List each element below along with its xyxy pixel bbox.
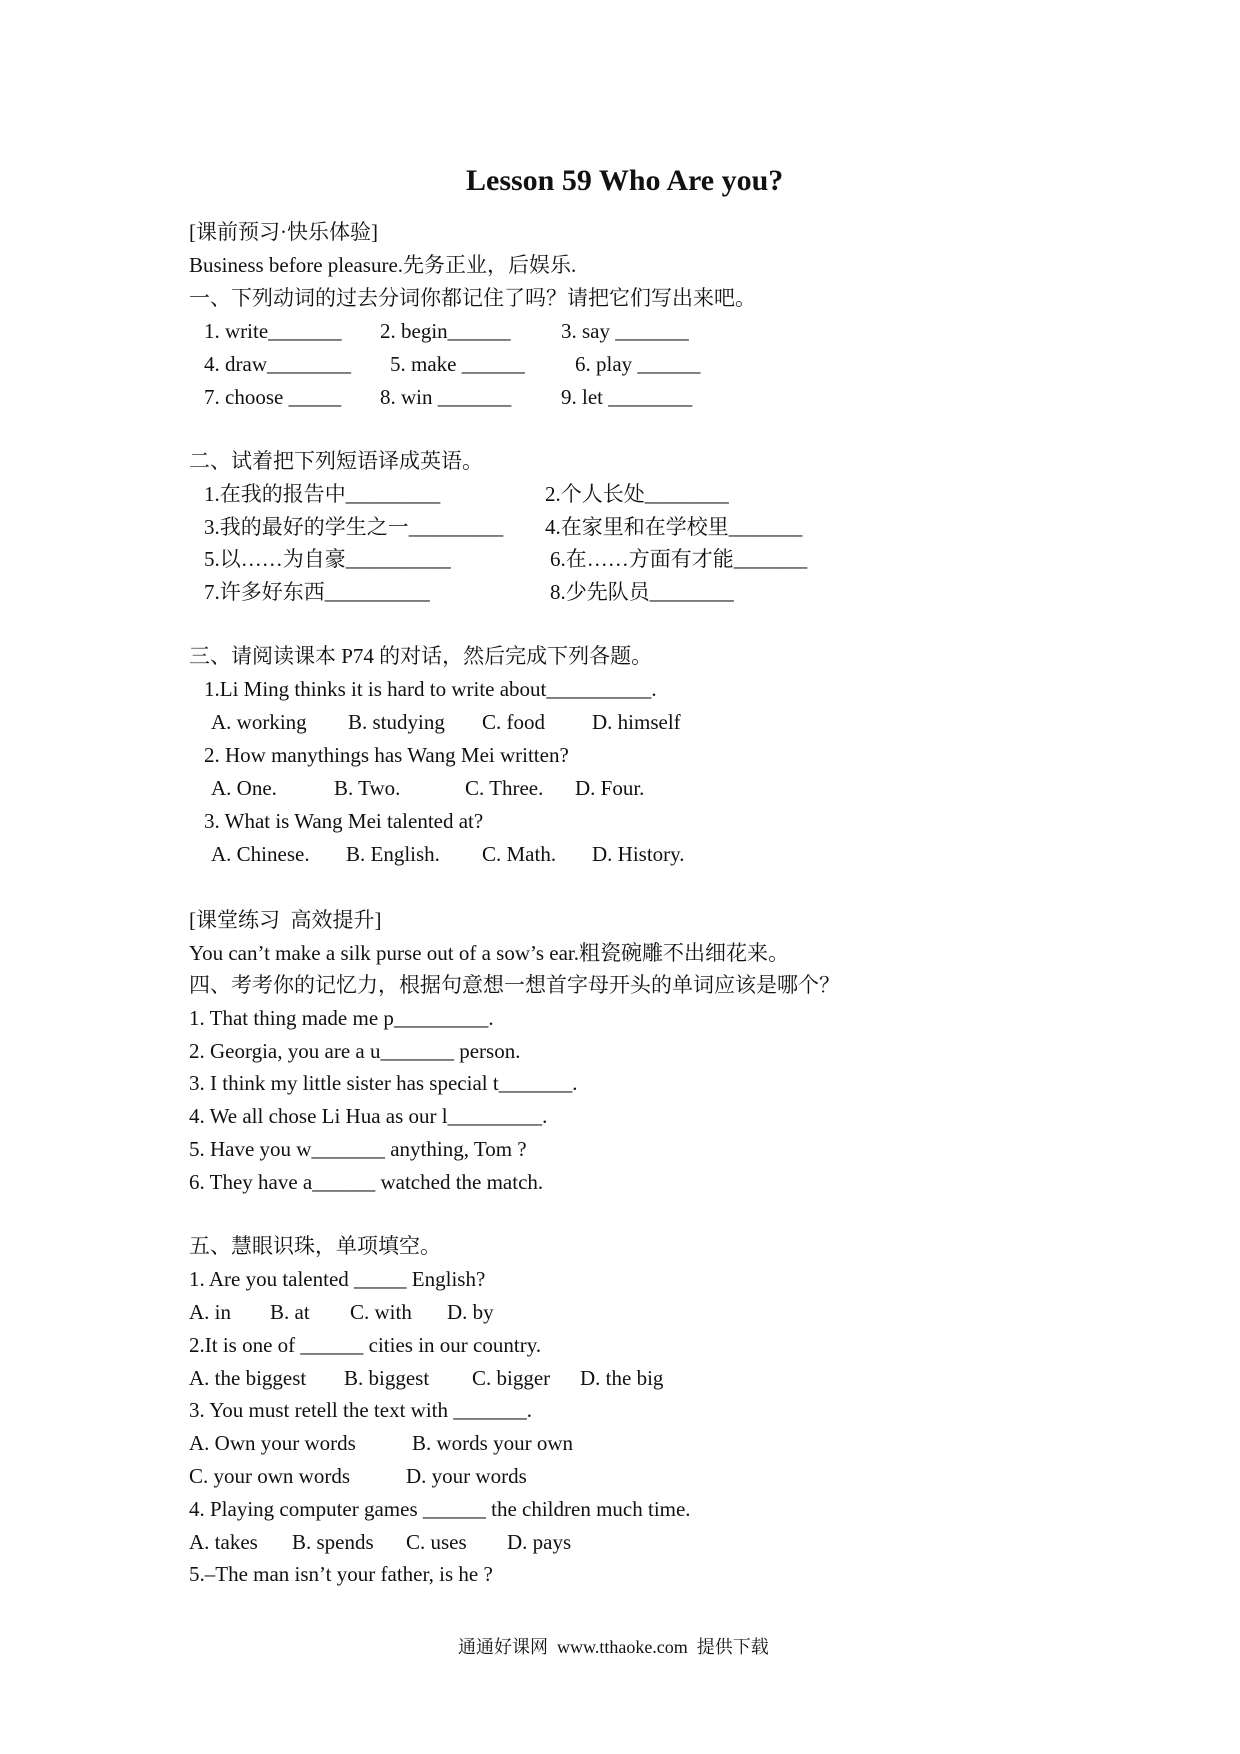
verb-item: 3. say _______ <box>561 319 689 343</box>
section3-heading: 三、请阅读课本 P74 的对话，然后完成下列各题。 <box>189 644 653 668</box>
option-b: B. Two. <box>334 776 401 800</box>
question-text: 3. What is Wang Mei talented at? <box>204 809 484 833</box>
question-text: 3. You must retell the text with _______. <box>189 1398 532 1422</box>
option-b: B. at <box>270 1300 310 1324</box>
section5-heading: 五、慧眼识珠，单项填空。 <box>189 1234 441 1258</box>
question-text: 5.–The man isn’t your father, is he ? <box>189 1562 493 1586</box>
classwork-heading: [课堂练习 高效提升] <box>189 908 382 932</box>
phrase-item: 8.少先队员________ <box>550 580 734 604</box>
page-title: Lesson 59 Who Are you? <box>466 164 784 197</box>
option-b: B. studying <box>348 710 445 734</box>
option-d: D. History. <box>592 842 685 866</box>
option-a: A. the biggest <box>189 1366 307 1390</box>
option-c: C. Math. <box>482 842 557 866</box>
option-a: A. One. <box>211 776 277 800</box>
option-d: D. the big <box>580 1366 664 1390</box>
question-text: 1. Are you talented _____ English? <box>189 1267 486 1291</box>
section1-heading: 一、下列动词的过去分词你都记住了吗？请把它们写出来吧。 <box>189 286 756 310</box>
verb-item: 5. make ______ <box>390 352 525 376</box>
verb-item: 8. win _______ <box>380 385 512 409</box>
preview-proverb: Business before pleasure.先务正业，后娱乐. <box>189 253 577 277</box>
option-c: C. uses <box>406 1530 467 1554</box>
section4-heading: 四、考考你的记忆力，根据句意想一想首字母开头的单词应该是哪个？ <box>189 973 840 997</box>
option-c: C. food <box>482 710 545 734</box>
option-a: A. Chinese. <box>211 842 310 866</box>
option-b: B. words your own <box>412 1431 573 1455</box>
verb-item: 9. let ________ <box>561 385 693 409</box>
classwork-proverb: You can’t make a silk purse out of a sow’s ear.粗瓷碗雕不出细花来。 <box>189 941 789 965</box>
fill-item: 3. I think my little sister has special t_______. <box>189 1071 578 1095</box>
question-text: 4. Playing computer games ______ the children much time. <box>189 1497 691 1521</box>
option-c: C. bigger <box>472 1366 551 1390</box>
phrase-item: 5.以……为自豪__________ <box>204 547 451 571</box>
section2-heading: 二、试着把下列短语译成英语。 <box>189 449 483 473</box>
option-d: D. your words <box>406 1464 527 1488</box>
phrase-item: 7.许多好东西__________ <box>204 580 430 604</box>
phrase-item: 2.个人长处________ <box>545 482 729 506</box>
option-d: D. by <box>447 1300 494 1324</box>
fill-item: 1. That thing made me p_________. <box>189 1006 494 1030</box>
phrase-item: 6.在……方面有才能_______ <box>550 547 808 571</box>
option-d: D. pays <box>507 1530 572 1554</box>
phrase-item: 4.在家里和在学校里_______ <box>545 515 803 539</box>
verb-item: 1. write_______ <box>204 319 342 343</box>
verb-item: 7. choose _____ <box>204 385 342 409</box>
fill-item: 2. Georgia, you are a u_______ person. <box>189 1039 521 1063</box>
option-c: C. with <box>350 1300 412 1324</box>
phrase-item: 1.在我的报告中_________ <box>204 482 441 506</box>
fill-item: 4. We all chose Li Hua as our l_________. <box>189 1104 548 1128</box>
question-text: 2.It is one of ______ cities in our country. <box>189 1333 542 1357</box>
option-b: B. English. <box>346 842 440 866</box>
verb-item: 4. draw________ <box>204 352 351 376</box>
option-b: B. spends <box>292 1530 374 1554</box>
option-a: A. Own your words <box>189 1431 356 1455</box>
page-footer: 通通好课网 www.tthaoke.com 提供下载 <box>458 1637 769 1657</box>
option-d: D. Four. <box>575 776 645 800</box>
question-text: 1.Li Ming thinks it is hard to write about__________. <box>204 677 657 701</box>
option-a: A. in <box>189 1300 231 1324</box>
fill-item: 6. They have a______ watched the match. <box>189 1170 544 1194</box>
option-a: A. takes <box>189 1530 258 1554</box>
option-d: D. himself <box>592 710 681 734</box>
question-text: 2. How manythings has Wang Mei written? <box>204 743 569 767</box>
verb-item: 2. begin______ <box>380 319 511 343</box>
option-a: A. working <box>211 710 307 734</box>
phrase-item: 3.我的最好的学生之一_________ <box>204 515 504 539</box>
option-c: C. Three. <box>465 776 544 800</box>
option-c: C. your own words <box>189 1464 350 1488</box>
fill-item: 5. Have you w_______ anything, Tom ? <box>189 1137 527 1161</box>
option-b: B. biggest <box>344 1366 430 1390</box>
preview-heading: [课前预习·快乐体验] <box>189 220 378 244</box>
verb-item: 6. play ______ <box>575 352 701 376</box>
